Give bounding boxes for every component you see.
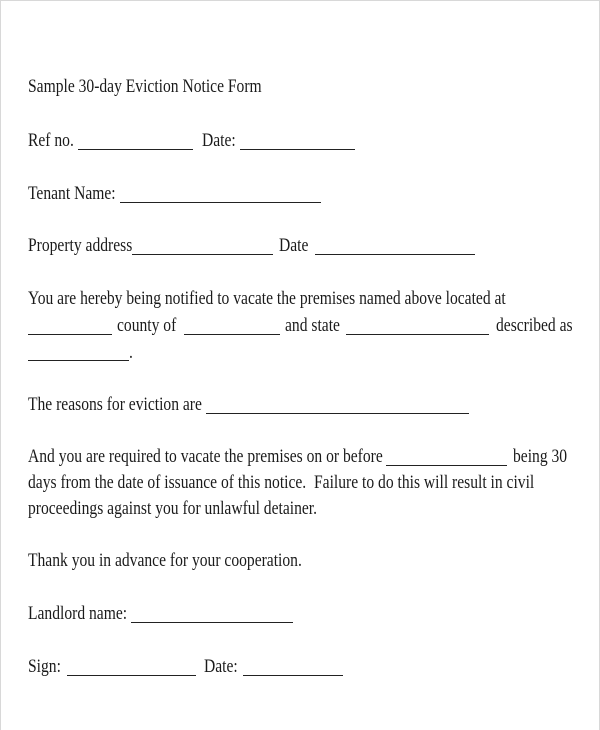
tenant-name-field[interactable] [120, 202, 321, 203]
vacate-being-30: being 30 [513, 446, 568, 467]
vacate-line-2: days from the date of issuance of this notice. Failure to do this will result in civil [28, 472, 535, 493]
landlord-name-label: Landlord name: [28, 603, 128, 624]
thanks-text: Thank you in advance for your cooperation. [28, 550, 302, 571]
property-date-label: Date [279, 235, 309, 256]
reasons-label: The reasons for eviction are [28, 394, 202, 415]
vacate-line-3: proceedings against you for unlawful detainer. [28, 498, 318, 519]
description-field[interactable] [28, 360, 129, 361]
property-address-label: Property address [28, 235, 133, 256]
location-field[interactable] [28, 334, 112, 335]
county-label: county of [117, 315, 177, 336]
reasons-field[interactable] [206, 413, 469, 414]
sign-field[interactable] [67, 675, 196, 676]
vacate-line-1: And you are required to vacate the premises on or before [28, 446, 383, 467]
tenant-name-label: Tenant Name: [28, 183, 116, 204]
property-date-field[interactable] [315, 254, 475, 255]
state-field[interactable] [346, 334, 489, 335]
state-label: and state [285, 315, 340, 336]
form-title: Sample 30-day Eviction Notice Form [28, 76, 262, 97]
described-as-label: described as [496, 315, 573, 336]
sign-date-field[interactable] [243, 675, 343, 676]
ref-no-label: Ref no. [28, 130, 74, 151]
notice-line-1: You are hereby being notified to vacate the premises named above located at [28, 288, 506, 309]
notice-period: . [129, 342, 133, 363]
sign-date-label: Date: [204, 656, 238, 677]
vacate-date-field[interactable] [386, 465, 507, 466]
county-field[interactable] [184, 334, 280, 335]
sign-label: Sign: [28, 656, 61, 677]
ref-no-field[interactable] [78, 149, 193, 150]
property-address-field[interactable] [132, 254, 273, 255]
date-field[interactable] [240, 149, 355, 150]
date-label: Date: [202, 130, 236, 151]
landlord-name-field[interactable] [131, 622, 293, 623]
